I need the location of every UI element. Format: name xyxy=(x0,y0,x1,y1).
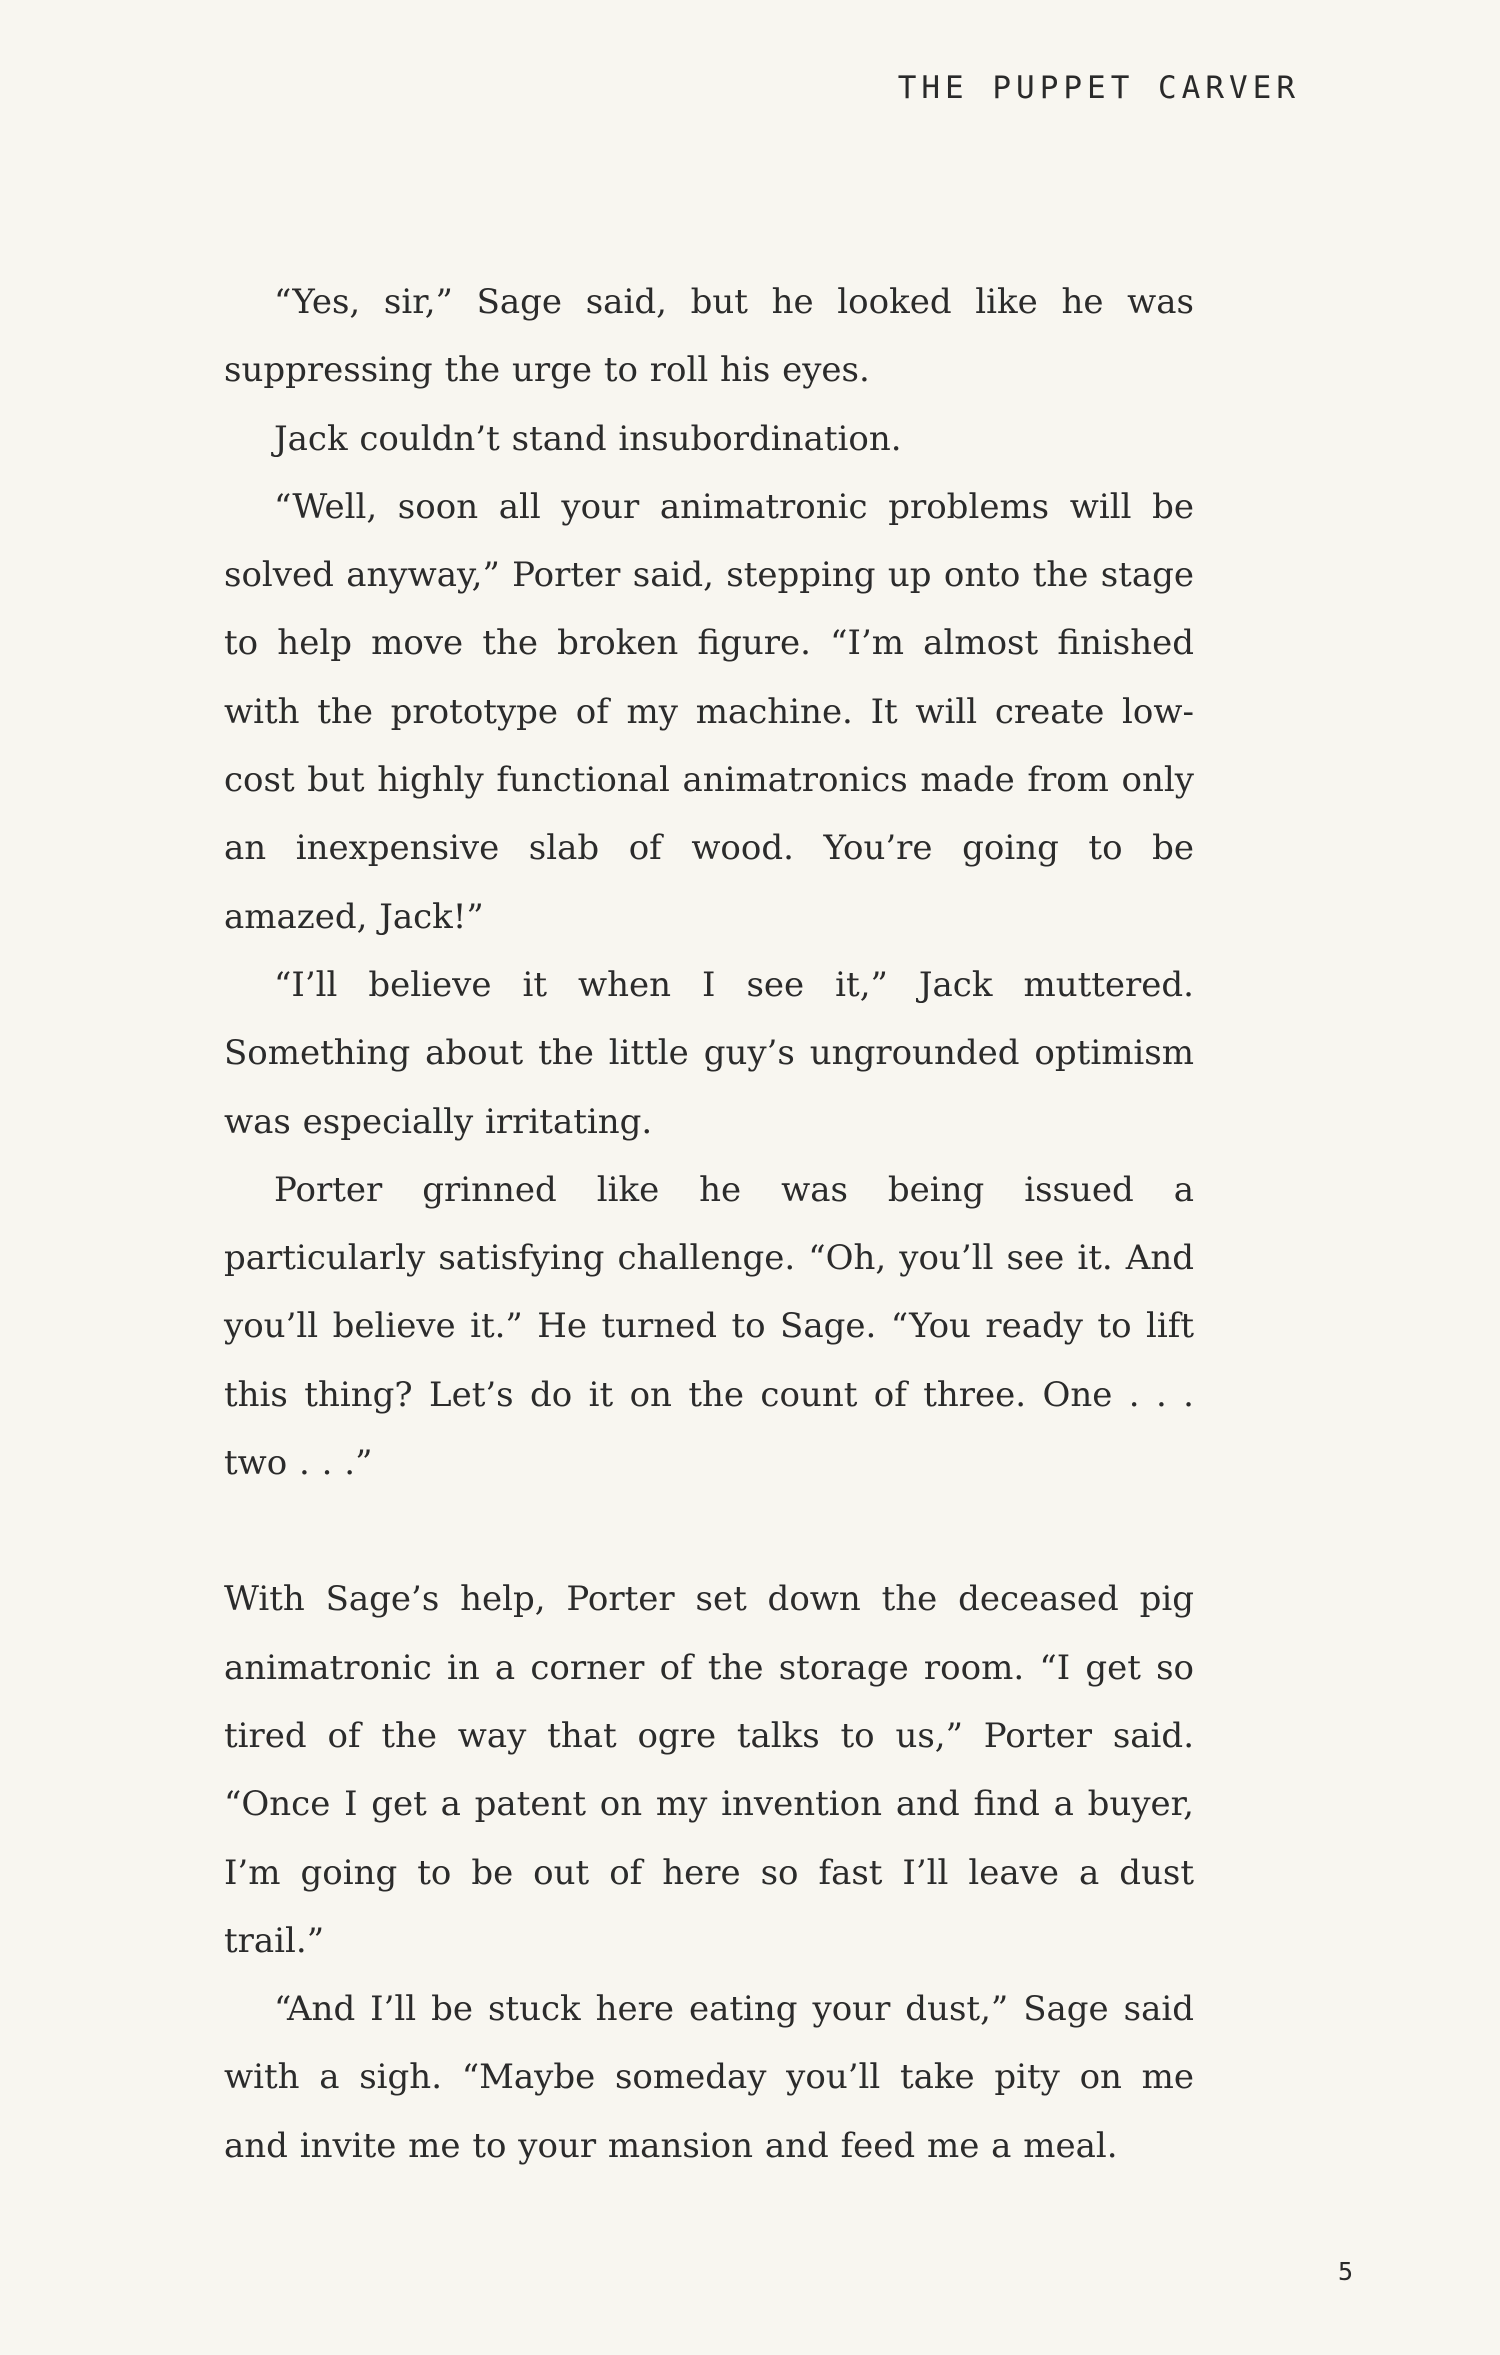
paragraph: Jack couldn’t stand insubordination. xyxy=(274,418,902,459)
paragraph: “I’ll believe it when I see it,” Jack muttered. Something about the little guy’s ungrounded optimism was especially irritating. xyxy=(224,964,1194,1142)
paragraph: With Sage’s help, Porter set down the deceased pig animatronic in a corner of the storage room. “I get so tired of the way that ogre talks to us,” Porter said. “Once I get a patent on my invention and find a buyer, I’m going to be out of here so fast I’ll leave a dust trail.” xyxy=(224,1579,1194,1961)
paragraph: “Yes, sir,” Sage said, but he looked like he was suppressing the urge to roll his eyes. xyxy=(224,282,1194,391)
paragraph: Porter grinned like he was being issued a particularly satisfying challenge. “Oh, you’ll see it. And you’ll believe it.” He turned to Sage. “You ready to lift this thing? Let’s do it on the count of three. One . . . two . . .” xyxy=(224,1169,1194,1484)
paragraph: “Well, soon all your animatronic problems will be solved anyway,” Porter said, stepping up onto the stage to help move the broken figure. “I’m almost finished with the prototype of my machine. It will create low-cost but highly functional animatronics made from only an inexpensive slab of wood. You’re going to be amazed, Jack!” xyxy=(224,486,1194,937)
body-text xyxy=(224,268,1194,2180)
page-number: 5 xyxy=(1337,2257,1353,2286)
running-head-title: THE PUPPET CARVER xyxy=(897,70,1300,106)
paragraph: “And I’ll be stuck here eating your dust,” Sage said with a sigh. “Maybe someday you’ll take pity on me and invite me to your mansion and feed me a meal. xyxy=(224,1989,1194,2166)
